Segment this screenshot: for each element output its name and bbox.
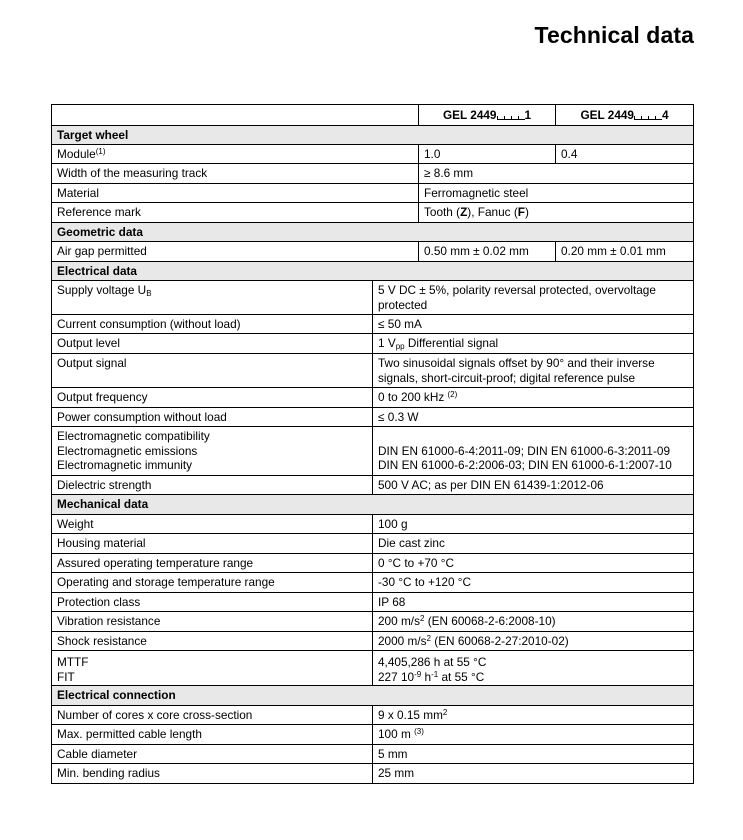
blank-placeholder xyxy=(497,113,525,119)
row-reference-mark: Reference mark Tooth (Z), Fanuc (F) xyxy=(52,203,693,223)
row-storage-temperature: Operating and storage temperature range -30 °C to +120 °C xyxy=(52,573,693,593)
row-output-signal: Output signal Two sinusoidal signals offset by 90° and their inverse signals, short-circuit-proof; digital reference pulse xyxy=(52,354,693,388)
row-dielectric-strength: Dielectric strength 500 V AC; as per DIN EN 61439-1:2012-06 xyxy=(52,476,693,495)
section-electrical-data: Electrical data xyxy=(52,262,693,281)
row-cable-length: Max. permitted cable length 100 m $^{(3)}$ xyxy=(52,725,693,745)
row-material: Material Ferromagnetic steel xyxy=(52,184,693,203)
column-header-row xyxy=(52,105,693,126)
row-power-consumption: Power consumption without load ≤ 0.3 W xyxy=(52,408,693,427)
row-vibration-resistance: Vibration resistance 200 $m/s^2$ (EN 60068-2-6:2008-10) xyxy=(52,612,693,632)
section-mechanical-data: Mechanical data xyxy=(52,495,693,515)
row-air-gap: Air gap permitted 0.50 mm ± 0.02 mm 0.20 mm ± 0.01 mm xyxy=(52,242,693,262)
row-mttf-fit: MTTF FIT 4,405,286 h at 55 °C 227 $10^{-9}$ $h^{-1}$ at 55 °C xyxy=(52,651,693,686)
row-output-frequency: Output frequency 0 to 200 kHz $^{(2)}$ xyxy=(52,388,693,408)
row-current-consumption: Current consumption (without load) ≤ 50 mA xyxy=(52,315,693,334)
page-title: Technical data xyxy=(534,22,694,48)
section-target-wheel: Target wheel xyxy=(52,126,693,145)
row-supply-voltage: Supply voltage $U_B$ 5 V DC ± 5%, polarity reversal protected, overvoltage protected xyxy=(52,281,693,315)
section-electrical-connection: Electrical connection xyxy=(52,686,693,706)
row-weight: Weight 100 g xyxy=(52,515,693,534)
row-shock-resistance: Shock resistance 2000 $m/s^2$ (EN 60068-2-27:2010-02) xyxy=(52,632,693,651)
row-track-width: Width of the measuring track ≥ 8.6 mm xyxy=(52,164,693,184)
row-cable-diameter: Cable diameter 5 mm xyxy=(52,745,693,764)
row-output-level: Output level 1 $V_{pp}$ Differential signal xyxy=(52,334,693,354)
row-bending-radius: Min. bending radius 25 mm xyxy=(52,764,693,783)
row-emc: Electromagnetic compatibility Electromagnetic emissions Electromagnetic immunity DIN EN 61000-6-4:2011-09; DIN EN 61000-6-3:2011-09 DIN EN 61000-6-2:2006-03; DIN EN 61000-6-1:2007-10 xyxy=(52,427,693,476)
blank-placeholder xyxy=(634,113,662,119)
section-geometric-data: Geometric data xyxy=(52,223,693,242)
row-protection-class: Protection class IP 68 xyxy=(52,593,693,612)
row-operating-temperature: Assured operating temperature range 0 °C to +70 °C xyxy=(52,554,693,573)
technical-data-table xyxy=(51,104,694,784)
row-module: Module$^{(1)}$ 1.0 0.4 xyxy=(52,145,693,164)
row-housing-material: Housing material Die cast zinc xyxy=(52,534,693,554)
column-header-gel-2449-1: GEL 2449 1 xyxy=(418,105,555,125)
row-cores: Number of cores x core cross-section 9 x 0.15 $mm^2$ xyxy=(52,706,693,725)
column-header-gel-2449-4: GEL 2449 4 xyxy=(555,105,693,125)
